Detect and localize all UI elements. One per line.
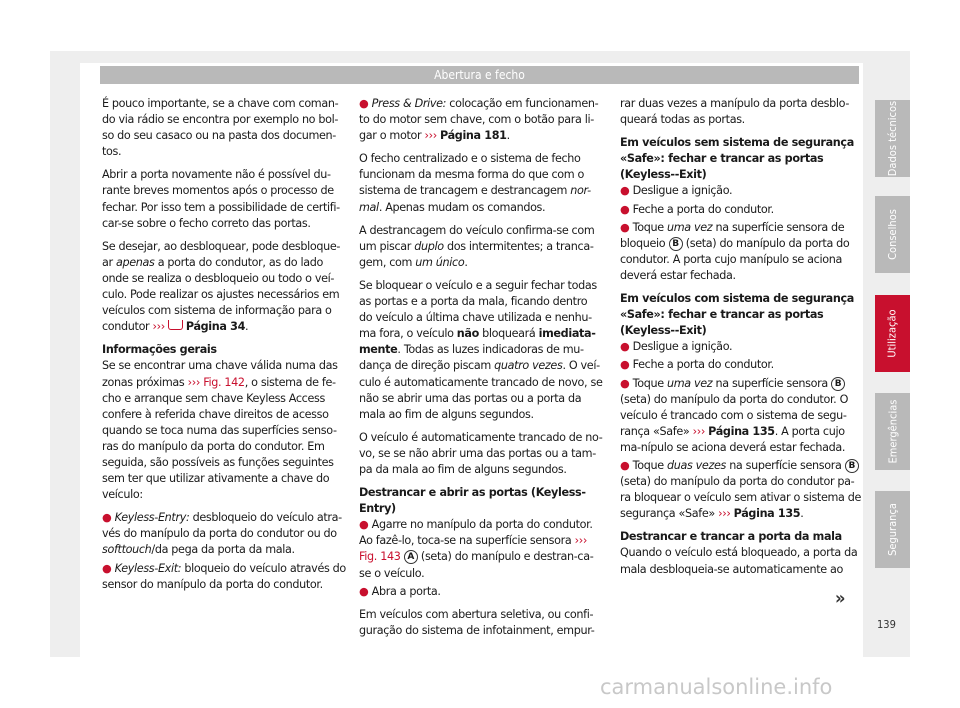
emphasis: Keyless-Entry: <box>114 511 190 525</box>
figure-reference[interactable]: Fig. 143 <box>359 550 401 564</box>
bullet-icon: ● <box>620 220 630 234</box>
emphasis: um único <box>415 255 465 269</box>
section-heading: Destrancar e trancar a porta da mala <box>620 530 842 544</box>
list-item: ● Press & Drive: colocação em funcionamen-to do motor sem chave, com o botão para li-gar o motor ››› Página 181. <box>359 97 599 143</box>
emphasis: Keyless-Exit: <box>114 561 182 575</box>
text: Se bloquear o veículo e a seguir fechar todas as portas e a porta da mala, ficando dentro do veículo a última chave utilizada e nenhu-ma fora, o veículo <box>359 278 597 341</box>
bullet-icon: ● <box>620 184 630 198</box>
list-item <box>620 202 864 218</box>
text: Se se encontrar uma chave válida numa das zonas próximas <box>102 359 338 389</box>
emphasis: uma vez <box>666 220 713 234</box>
paragraph <box>102 358 346 503</box>
tab-utilizacao[interactable] <box>875 295 910 372</box>
list-item <box>620 339 864 355</box>
text: (seta) do manípulo e destran-ca-se o veículo. <box>359 550 594 580</box>
bullet-icon: ● <box>620 358 630 372</box>
tab-dados-tecnicos[interactable] <box>875 100 910 177</box>
text: A destrancagem do veículo confirma-se com um piscar <box>359 223 595 253</box>
text: bloqueio do veículo através do sensor do manípulo da porta do condutor. <box>102 561 346 591</box>
text-column-1 <box>102 96 346 600</box>
tab-label: Segurança <box>886 503 899 556</box>
text: (seta) do manípulo da porta do condutor. A porta cujo manípulo se aciona deverá estar fechada. <box>620 236 850 282</box>
text: (seta) do manípulo da porta do condutor pa-ra bloquear o veículo sem ativar o sistema de segurança «Safe» <box>620 475 862 521</box>
text: a porta do condutor, as do lado onde se realiza o desbloqueio ou todo o veí-culo. Pode realizar os ajustes necessários em veículos com sistema de informação para o condutor <box>102 255 340 334</box>
list-item <box>620 183 864 199</box>
section-heading: Em veículos com sistema de segurança «Safe»: fechar e trancar as portas (Keyless--Exit) <box>620 292 854 338</box>
tab-label: Dados técnicos <box>886 100 899 177</box>
text: na superfície sensora <box>725 458 845 472</box>
reference-arrows: ››› <box>152 320 165 334</box>
bullet-icon: ● <box>359 518 369 532</box>
paragraph <box>359 151 603 215</box>
page-number: 139 <box>877 618 896 631</box>
strong-text: imediata-mente <box>359 327 596 357</box>
reference-arrows: ››› <box>187 375 204 389</box>
tab-label: Emergências <box>886 399 900 464</box>
text: Toque <box>632 458 667 472</box>
marker-b-icon: B <box>831 377 845 391</box>
text: . O veí-culo é automaticamente trancado de novo, se não se abrir uma das portas ou a porta da mala ao fim de alguns segundos. <box>359 359 603 421</box>
tab-label: Utilização <box>886 309 900 358</box>
text: desbloqueio do veículo atra-vés do manípulo da porta do condutor ou do <box>102 511 342 541</box>
marker-a-icon: A <box>404 550 418 564</box>
emphasis: Press & Drive: <box>371 97 447 110</box>
text: /da pega da porta da mala. <box>151 543 295 557</box>
emphasis: softtouch <box>102 543 152 557</box>
book-icon <box>168 320 183 330</box>
section-heading: Destrancar e abrir as portas (Keyless-Entry) <box>359 486 586 516</box>
tab-label: Conselhos <box>886 209 900 260</box>
section-heading: Informações gerais <box>102 343 217 357</box>
paragraph: Abrir a porta novamente não é possível du-rante breves momentos após o processo de fechar. Por isso tem a possibilidade de certifi-car-se sobre o fecho correto das portas. <box>102 168 340 230</box>
list-item <box>620 458 864 522</box>
text: na superfície sensora de bloqueio <box>620 220 845 250</box>
emphasis: apenas <box>115 255 155 269</box>
text: . Todas as luzes indicadoras de mu-dança de direção piscam <box>359 343 584 373</box>
bullet-icon: ● <box>620 376 630 390</box>
text: colocação em funcionamen-to do motor sem chave, com o botão para li-gar o motor <box>359 97 599 143</box>
page-reference[interactable]: Página 181 <box>440 129 507 143</box>
bullet-icon: ● <box>620 340 630 354</box>
paragraph <box>359 223 603 271</box>
text: . <box>464 255 468 269</box>
text: Desligue a ignição. <box>632 340 733 354</box>
bullet-icon: ● <box>359 584 369 598</box>
list-item <box>620 376 864 456</box>
page-reference[interactable]: Página 135 <box>733 507 801 521</box>
list-item <box>102 561 346 593</box>
reference-arrows: ››› <box>574 534 587 548</box>
section-heading: Em veículos sem sistema de segurança «Safe»: fechar e trancar as portas (Keyless--Exit) <box>620 136 854 182</box>
tab-seguranca[interactable] <box>875 491 910 568</box>
text: Toque <box>632 376 667 390</box>
figure-reference[interactable]: Fig. 142 <box>203 375 245 389</box>
text-column-3 <box>620 96 864 585</box>
emphasis: duplo <box>414 239 444 253</box>
text: na superfície sensora <box>712 376 832 390</box>
bullet-icon: ● <box>359 97 369 110</box>
reference-arrows: ››› <box>424 129 441 143</box>
list-item <box>102 510 346 558</box>
emphasis: duas vezes <box>666 458 726 472</box>
list-item <box>359 584 603 600</box>
text: , o sistema de fe-cho e arranque sem chave Keyless Access confere à referida chave direitos de acesso quando se toca numa das superfícies senso-ras do manípulo da porta do condutor. Em seguida, são possíveis as funções seguintes sem ter que utilizar ativamente a chave do veículo: <box>102 375 337 502</box>
text: O fecho centralizado e o sistema de fecho funcionam da mesma forma do que com o sistema de trancagem e destrancagem <box>359 152 585 198</box>
text: . A porta cujo ma-nípulo se aciona deverá estar fechada. <box>620 424 846 454</box>
paragraph: É pouco importante, se a chave com coman-do via rádio se encontra por exemplo no bol-so do seu casaco ou na pasta dos documen-tos. <box>102 97 339 159</box>
page-reference[interactable]: Página 135 <box>708 424 775 438</box>
list-item <box>620 357 864 373</box>
page-reference[interactable]: Página 34 <box>185 320 246 334</box>
paragraph: O veículo é automaticamente trancado de no-vo, se se não abrir uma das portas ou a tam-pa da mala ao fim de alguns segundos. <box>359 430 603 476</box>
tab-emergencias[interactable] <box>875 393 910 470</box>
text: bloqueará <box>478 327 539 341</box>
bullet-icon: ● <box>102 561 112 575</box>
paragraph: rar duas vezes a manípulo da porta desblo-queará todas as portas. <box>620 97 850 127</box>
list-item <box>359 517 603 581</box>
text: dos intermitentes; a tranca-gem, com <box>359 239 594 269</box>
marker-b-icon: B <box>845 459 859 473</box>
reference-arrows: ››› <box>718 507 734 521</box>
text: Agarre no manípulo da porta do condutor. Ao fazê-lo, toca-se na superfície sensora <box>359 518 593 548</box>
list-item <box>620 220 864 284</box>
tab-conselhos[interactable] <box>875 196 910 273</box>
text: Abra a porta. <box>371 584 441 598</box>
text: . <box>800 507 804 521</box>
emphasis: uma vez <box>666 376 713 390</box>
paragraph <box>359 278 603 423</box>
text: Toque <box>632 220 667 234</box>
text: . Apenas mudam os comandos. <box>378 200 546 214</box>
text: Se desejar, ao desbloquear, pode desbloque-ar <box>102 239 341 269</box>
bullet-icon: ● <box>620 458 630 472</box>
text: Feche a porta do condutor. <box>632 358 774 372</box>
text: (seta) do manípulo da porta do condutor. O veículo é trancado com o sistema de segu-rança «Safe» <box>620 392 849 438</box>
paragraph: Em veículos com abertura seletiva, ou confi-guração do sistema de infotainment, empur- <box>359 607 595 637</box>
marker-b-icon: B <box>669 237 683 251</box>
watermark: carmanualsonline.info <box>600 675 833 699</box>
paragraph: Se desejar, ao desbloquear, pode desbloque-ar apenas a porta do condutor, as do lado onde se realiza o desbloqueio ou todo o veí-culo. Pode realizar os ajustes necessários em veículos com sistema de informação para o condutor ››› Página 34. <box>102 239 341 334</box>
bullet-icon: ● <box>102 511 112 525</box>
reference-arrows: ››› <box>692 424 709 438</box>
emphasis: nor-mal <box>359 184 591 214</box>
text-column-2 <box>359 96 603 646</box>
emphasis: quatro vezes <box>494 359 563 373</box>
page-header: Abertura e fecho <box>100 66 859 84</box>
paragraph: Quando o veículo está bloqueado, a porta da mala desbloqueia-se automaticamente ao <box>620 546 858 576</box>
text: Feche a porta do condutor. <box>632 202 774 216</box>
text: Desligue a ignição. <box>632 184 733 198</box>
continue-mark: » <box>835 588 846 609</box>
bullet-icon: ● <box>620 202 630 216</box>
strong-text: não <box>456 327 479 341</box>
